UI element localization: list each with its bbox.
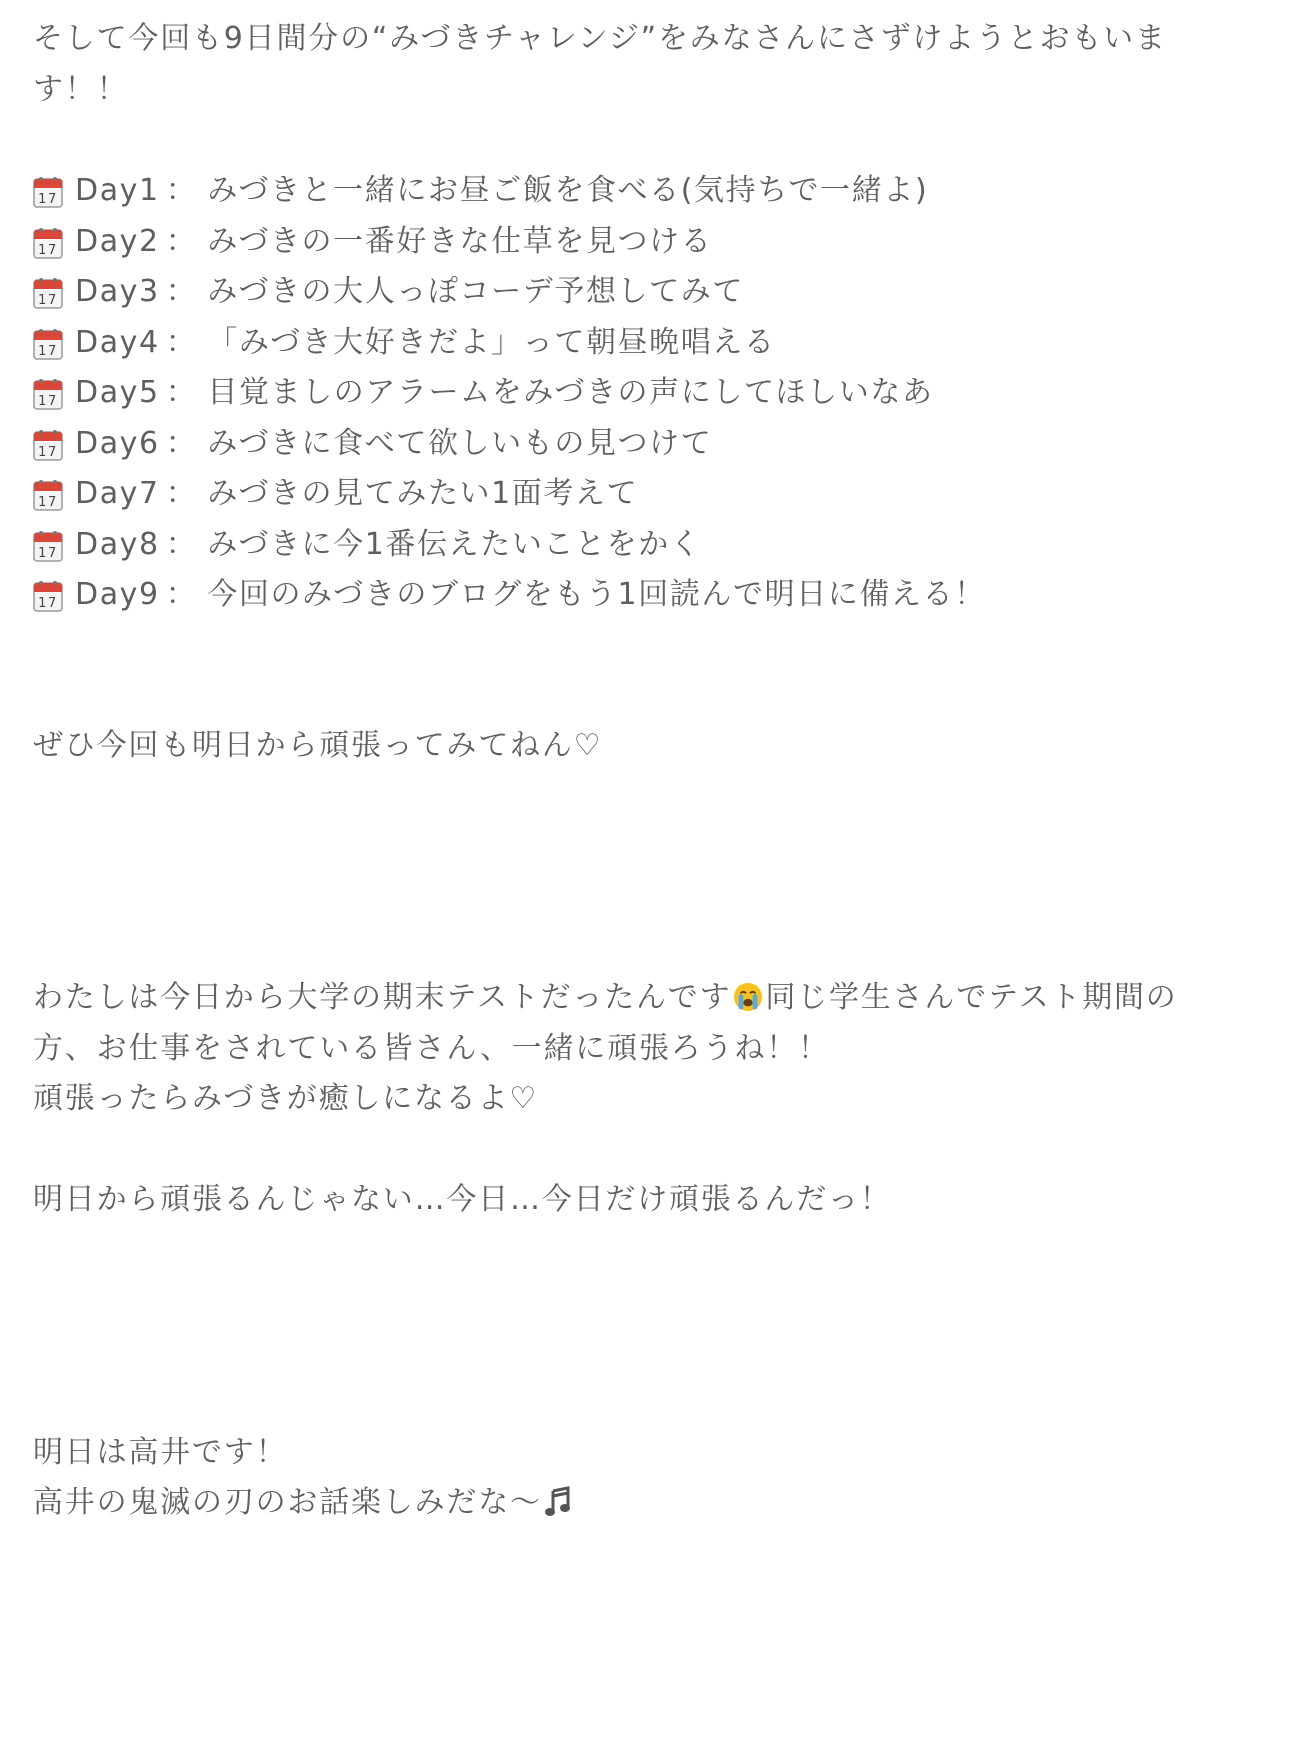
challenge-text: みづきの見てみたい1面考えて: [207, 476, 639, 511]
challenge-day-label: Day7: [75, 476, 160, 511]
challenge-day-label: Day3: [75, 274, 160, 309]
challenge-item: [33, 517, 701, 573]
svg-text:17: 17: [38, 242, 58, 258]
calendar-icon: [33, 530, 63, 562]
challenge-item: [33, 466, 638, 522]
challenge-separator: ：: [165, 324, 198, 360]
calendar-icon: [33, 378, 63, 410]
exam-line-1-start: わたしは今日から大学の期末テストだったんです: [33, 980, 732, 1015]
challenge-text: みづきに食べて欲しいもの見つけて: [207, 425, 713, 461]
challenge-day-label: Day2: [75, 223, 160, 259]
svg-text:17: 17: [38, 343, 58, 359]
challenge-text: みづきと一緒にお昼ご飯を食べる(気持ちで一緒よ): [207, 173, 929, 208]
exam-line-3: 頑張ったらみづきが癒しになるよ♡: [33, 1081, 539, 1116]
challenge-day-label: Day6: [75, 425, 160, 461]
exam-line-2: 方、お仕事をされている皆さん、一緒に頑張ろうね！！: [33, 1031, 830, 1066]
calendar-icon: [33, 176, 63, 208]
calendar-icon: [33, 227, 63, 259]
calendar-icon: [33, 328, 63, 360]
motto-text: 明日から頑張るんじゃない…今日…今日だけ頑張るんだっ！: [33, 1182, 892, 1217]
challenge-separator: ：: [165, 476, 198, 511]
challenge-separator: ：: [165, 425, 198, 461]
challenge-separator: ：: [165, 274, 198, 309]
closing-line-2-text: 高井の鬼滅の刃のお話楽しみだな〜: [33, 1485, 542, 1520]
closing-line-1: 明日は高井です！: [33, 1435, 288, 1470]
svg-text:17: 17: [38, 394, 58, 409]
closing-line-2: [33, 1475, 572, 1531]
challenge-text: 今回のみづきのブログをもう1回読んで明日に備える！: [207, 577, 986, 612]
svg-text:17: 17: [38, 596, 58, 611]
calendar-icon: [33, 277, 63, 309]
svg-text:17: 17: [38, 444, 58, 460]
exam-line-1-end: 同じ学生さんでテスト期間の: [765, 980, 1178, 1015]
challenge-day-label: Day4: [75, 324, 160, 360]
challenge-separator: ：: [165, 375, 198, 410]
challenge-item: [33, 365, 934, 421]
challenge-item: [33, 214, 712, 270]
challenge-text: みづきの一番好きな仕草を見つける: [207, 223, 713, 259]
challenge-separator: ：: [165, 223, 198, 259]
challenge-separator: ：: [165, 173, 198, 208]
challenge-item: [33, 264, 744, 320]
challenge-text: みづきに今1番伝えたいことをかく: [207, 526, 702, 562]
challenge-separator: ：: [165, 577, 198, 612]
challenge-day-label: Day9: [75, 577, 160, 612]
intro-line-2: す！！: [33, 72, 129, 107]
svg-text:17: 17: [38, 293, 58, 308]
calendar-icon: [33, 580, 63, 612]
svg-text:17: 17: [38, 545, 58, 561]
challenge-separator: ：: [165, 526, 198, 562]
challenge-item: [33, 163, 928, 219]
svg-text:17: 17: [38, 495, 58, 510]
music-notes-icon: [544, 1485, 572, 1517]
encourage-text: ぜひ今回も明日から頑張ってみてねん♡: [33, 728, 603, 763]
svg-text:17: 17: [38, 192, 58, 207]
calendar-icon: [33, 429, 63, 461]
challenge-text: 「みづき大好きだよ」って朝昼晩唱える: [207, 324, 776, 360]
challenge-day-label: Day5: [75, 375, 160, 410]
challenge-day-label: Day8: [75, 526, 160, 562]
challenge-text: みづきの大人っぽコーデ予想してみて: [207, 274, 744, 309]
crying-face-icon: [733, 982, 763, 1012]
challenge-item: [33, 416, 712, 472]
intro-line-1: そして今回も9日間分の“みづきチャレンジ”をみなさんにさずけようとおもいま: [33, 21, 1167, 56]
calendar-icon: [33, 479, 63, 511]
challenge-item: [33, 567, 986, 623]
challenge-day-label: Day1: [75, 173, 160, 208]
challenge-item: [33, 315, 776, 371]
exam-line-1: [33, 970, 1178, 1026]
challenge-text: 目覚ましのアラームをみづきの声にしてほしいなあ: [207, 375, 934, 410]
